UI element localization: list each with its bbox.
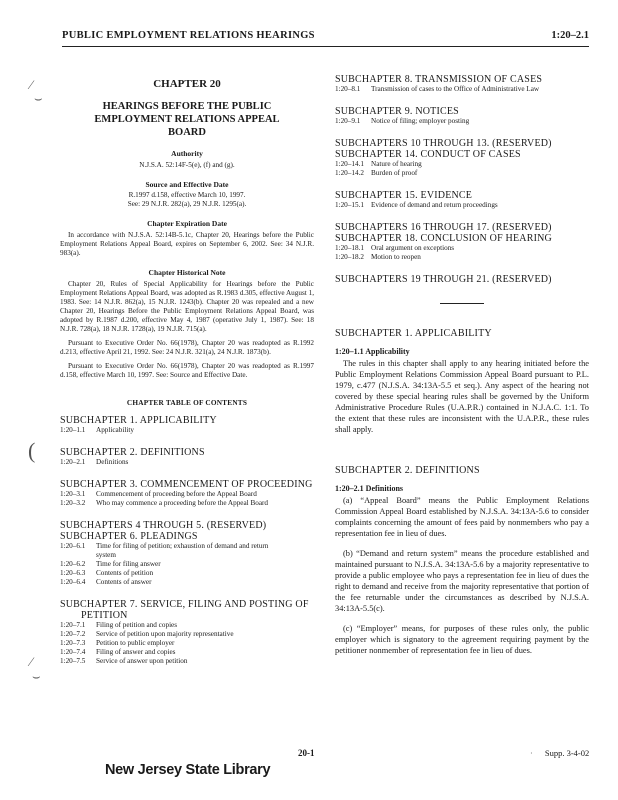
toc-subchapter-8: SUBCHAPTER 8. TRANSMISSION OF CASES <box>335 74 543 85</box>
expiration-text: In accordance with N.J.S.A. 52:14B-5.1c, Chapter 20, Hearings before the Public Employment Relations Appeal Board, expires on September 6, 2002. See: 34 N.J.R. 983(a). <box>60 231 314 257</box>
margin-mark: ⌣ <box>32 669 41 684</box>
library-stamp: New Jersey State Library <box>105 762 271 778</box>
toc-subchapter-1: SUBCHAPTER 1. APPLICABILITY <box>60 415 217 426</box>
source-heading: Source and Effective Date <box>145 180 229 189</box>
section-divider <box>440 303 484 304</box>
supplement-date: · Supp. 3-4-02 <box>530 748 590 758</box>
historical-paragraph: Chapter 20, Rules of Special Applicability for Hearings before the Public Employment Relations Appeal Board, was adopted as R.1983 d.305, effective August 1, 1983. See: 14 N.J.R. 862(a), 15 N.J.R. 1243(b). Chapter 20 was repealed and a new Chapter 20, Hearings Before the Public Employment Relations Appeal Board, was adopted by R.1987 d.200, effective May 4, 1987 (operative July 1, 1987). See: 18 N.J.R. 728(a), 18 N.J.R. 1728(a), 19 N.J.R. 715(a). <box>60 280 314 333</box>
running-header-title: PUBLIC EMPLOYMENT RELATIONS HEARINGS <box>62 30 315 41</box>
subchapter-2-heading: SUBCHAPTER 2. DEFINITIONS <box>335 465 480 476</box>
source-line: See: 29 N.J.R. 282(a), 29 N.J.R. 1295(a). <box>127 200 247 208</box>
subchapter-1-heading: SUBCHAPTER 1. APPLICABILITY <box>335 328 492 339</box>
toc-entry: 1:20–1.1 Applicability <box>60 426 134 434</box>
running-header <box>62 30 589 47</box>
toc-subchapter-7: SUBCHAPTER 7. SERVICE, FILING AND POSTING OF PETITION <box>60 599 309 621</box>
toc-entry: 1:20–18.1 Oral argument on exceptions <box>335 244 455 252</box>
section-1-1-text: The rules in this chapter shall apply to any hearing initiated before the Public Employment Relations Commission Appeal Board pursuant to P.L. 1979, c.477 (N.J.S.A. 34:13A-5.5 et seq.). Any aspect of the hearing not covered by these special hearing rules shall be governed by the Uniform Administrative Procedure Rules (U.A.P.R.) contained in N.J.A.C. 1:1. To the extent that these rules are inconsistent with the U.A.P.R., these rules shall apply. <box>335 359 589 434</box>
page-number: 20-1 <box>298 748 315 758</box>
margin-mark: ( <box>28 438 36 463</box>
toc-entry: 1:20–14.1 Nature of hearing <box>335 160 422 168</box>
toc-subchapter-9: SUBCHAPTER 9. NOTICES <box>335 106 459 117</box>
toc-entry: 1:20–14.2 Burden of proof <box>335 169 418 177</box>
source-line: R.1997 d.158, effective March 10, 1997. <box>128 191 246 199</box>
chapter-title: HEARINGS BEFORE THE PUBLIC EMPLOYMENT RELATIONS APPEAL BOARD <box>94 101 280 138</box>
toc-entry: 1:20–3.2 Who may commence a proceeding before the Appeal Board <box>60 499 269 507</box>
toc-entry: 1:20–15.1 Evidence of demand and return proceedings <box>335 201 498 209</box>
separator-dot: · <box>530 748 533 758</box>
toc-subchapters-19-21: SUBCHAPTERS 19 THROUGH 21. (RESERVED) <box>335 274 552 285</box>
definition-paragraph: (a) “Appeal Board” means the Public Employment Relations Commission Appeal Board established by N.J.S.A. 34:13A-5.6 to consider complaints concerning the amount of fees paid by nonmembers who pay a representation fee in lieu of dues. <box>335 496 589 538</box>
toc-entry: 1:20–8.1 Transmission of cases to the Office of Administrative Law <box>335 85 540 93</box>
expiration-heading: Chapter Expiration Date <box>147 219 227 228</box>
definition-paragraph: (c) “Employer” means, for purposes of these rules only, the public employer which is signatory to the agreement requiring payment by the petitioner nonmember of representation fee in lieu of dues. <box>335 624 589 655</box>
margin-mark: ⁄ <box>30 654 33 669</box>
left-column <box>60 74 314 666</box>
toc-entry: 1:20–7.1 Filing of petition and copies <box>60 621 178 629</box>
historical-paragraph: Pursuant to Executive Order No. 66(1978), Chapter 20 was readopted as R.1997 d.158, effective March 10, 1997. See: Source and Effective Date. <box>60 362 314 379</box>
toc-subchapter-3: SUBCHAPTER 3. COMMENCEMENT OF PROCEEDING <box>60 479 313 490</box>
toc-subchapters-10-13: SUBCHAPTERS 10 THROUGH 13. (RESERVED) <box>335 138 552 149</box>
toc-subchapters-16-17: SUBCHAPTERS 16 THROUGH 17. (RESERVED) <box>335 222 552 233</box>
toc-heading: CHAPTER TABLE OF CONTENTS <box>126 398 248 407</box>
authority-heading: Authority <box>171 149 203 158</box>
chapter-number: CHAPTER 20 <box>153 78 221 90</box>
toc-entry: 1:20–6.1 Time for filing of petition; exhaustion of demand and return system <box>60 542 269 559</box>
toc-entry: 1:20–9.1 Notice of filing; employer posting <box>335 117 470 125</box>
toc-subchapter-2: SUBCHAPTER 2. DEFINITIONS <box>60 447 205 458</box>
toc-entry: 1:20–2.1 Definitions <box>60 458 129 466</box>
section-1-1-heading: 1:20–1.1 Applicability <box>335 347 410 356</box>
toc-entry: 1:20–6.2 Time for filing answer <box>60 560 161 568</box>
historical-paragraph: Pursuant to Executive Order No. 66(1978), Chapter 20 was readopted as R.1992 d.213, effective April 21, 1992. See: 24 N.J.R. 321(a), 24 N.J.R. 1873(b). <box>60 339 314 356</box>
toc-subchapter-6: SUBCHAPTER 6. PLEADINGS <box>60 531 198 542</box>
toc-entry: 1:20–6.3 Contents of petition <box>60 569 154 577</box>
right-column <box>335 74 589 656</box>
toc-subchapter-15: SUBCHAPTER 15. EVIDENCE <box>335 190 473 201</box>
toc-entry: 1:20–7.4 Filing of answer and copies <box>60 648 176 656</box>
historical-heading: Chapter Historical Note <box>148 268 226 277</box>
toc-entry: 1:20–7.2 Service of petition upon majority representative <box>60 630 234 638</box>
margin-mark: ⌣ <box>34 91 43 106</box>
toc-entry: 1:20–3.1 Commencement of proceeding before the Appeal Board <box>60 490 257 498</box>
toc-entry: 1:20–7.5 Service of answer upon petition <box>60 657 188 665</box>
toc-entry: 1:20–6.4 Contents of answer <box>60 578 152 586</box>
definition-paragraph: (b) “Demand and return system” means the procedure established and maintained pursuant to N.J.S.A. 34:13A-5.6 by a majority representative to provide a public employee who pays a representation fee in lieu of dues the right to demand and receive from the majority representative that portion of the fee returnable under the circumstances as described by N.J.S.A. 34:13A-5.5(c). <box>335 549 589 613</box>
running-header-section: 1:20–2.1 <box>551 30 589 41</box>
toc-entry: 1:20–7.3 Petition to public employer <box>60 639 175 647</box>
toc-subchapter-18: SUBCHAPTER 18. CONCLUSION OF HEARING <box>335 233 552 244</box>
section-2-1-heading: 1:20–2.1 Definitions <box>335 484 403 493</box>
toc-subchapter-14: SUBCHAPTER 14. CONDUCT OF CASES <box>335 149 521 160</box>
toc-subchapters-4-5: SUBCHAPTERS 4 THROUGH 5. (RESERVED) <box>60 520 267 531</box>
margin-mark: ⁄ <box>30 77 33 92</box>
toc-entry: 1:20–18.2 Motion to reopen <box>335 253 421 261</box>
authority-text: N.J.S.A. 52:14F-5(e), (f) and (g). <box>139 161 235 169</box>
